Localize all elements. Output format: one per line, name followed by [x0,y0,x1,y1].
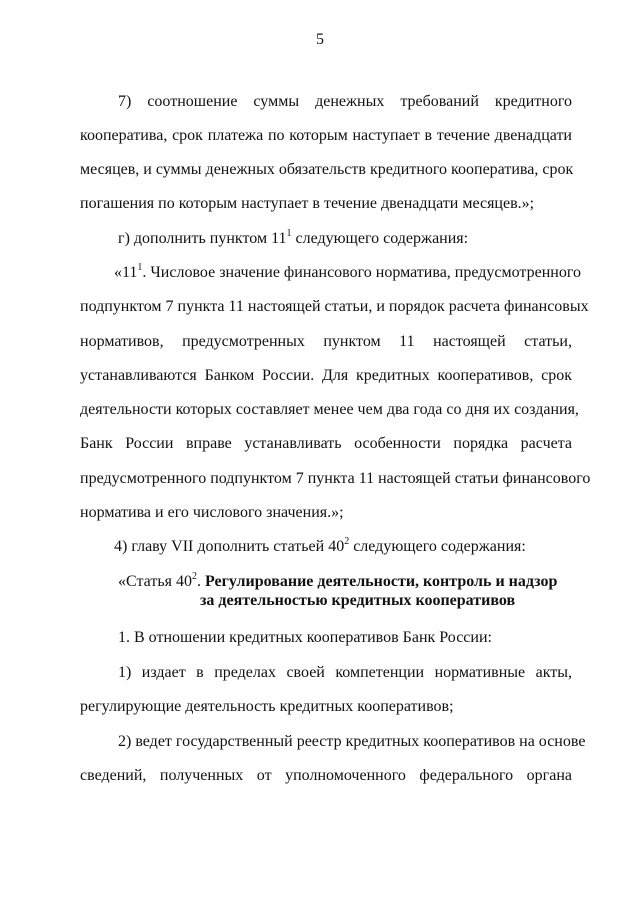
article-superscript: 2 [191,570,197,582]
quote11-line-2: подпунктом 7 пункта 11 настоящей статьи, и порядок расчета финансовых [80,298,589,315]
p1-1-line-1: 1) издает в пределах своей компетенции нормативные акты, [118,664,572,681]
quote11-line-5: деятельности которых составляет менее чем два года со дня их создания, [80,401,579,418]
item-g-text-end: следующего содержания: [291,230,469,247]
quote11-line-6: Банк России вправе устанавливать особенности порядка расчета [80,435,572,452]
quote11-line-3: нормативов, предусмотренных пунктом 11 настоящей статьи, [80,333,572,350]
item-g-superscript: 1 [286,227,292,239]
p1-2-line-1: 2) ведет государственный реестр кредитных кооперативов на основе [118,733,586,750]
p1-line: 1. В отношении кредитных кооперативов Банк России: [118,629,492,646]
item-4-text-end: следующего содержания: [349,538,526,555]
p1-2-line-2: сведений, полученных от уполномоченного федерального органа [80,767,572,784]
quote11-superscript: 1 [137,261,143,273]
para7-line-1: 7) соотношение суммы денежных требований кредитного [118,93,572,110]
quote11-number: «11 [114,264,138,281]
item-4-line [114,537,572,557]
item-g-line [118,229,572,249]
quote11-text: . Числовое значение финансового норматива, предусмотренного [142,264,581,281]
p1-1-line-2: регулирующие деятельность кредитных кооперативов; [80,698,454,715]
item-4-superscript: 2 [344,535,350,547]
article-title-line-1: Регулирование деятельности, контроль и надзор [204,573,558,590]
item-4-text: 4) главу VII дополнить статьей 40 [114,538,345,555]
item-g-text: г) дополнить пунктом 11 [118,230,287,247]
quote11-line-7: предусмотренного подпунктом 7 пункта 11 настоящей статьи финансового [80,470,591,487]
quote11-line-4: устанавливаются Банком России. Для кредитных кооперативов, срок [80,367,572,384]
article-prefix: «Статья 40 [118,573,192,590]
quote11-line-1 [114,261,581,283]
quote11-line-8: норматива и его числового значения.»; [80,504,344,521]
para7-line-4: погашения по которым наступает в течение двенадцати месяцев.»; [80,195,535,212]
page-number: 5 [316,31,324,48]
para7-line-2: кооператива, срок платежа по которым наступает в течение двенадцати [80,127,572,144]
article-heading-line-1 [118,572,572,592]
para7-line-3: месяцев, и суммы денежных обязательств кредитного кооператива, срок [80,161,574,178]
article-title-line-2: за деятельностью кредитных кооперативов [200,592,516,609]
article-dot: . [196,573,205,590]
